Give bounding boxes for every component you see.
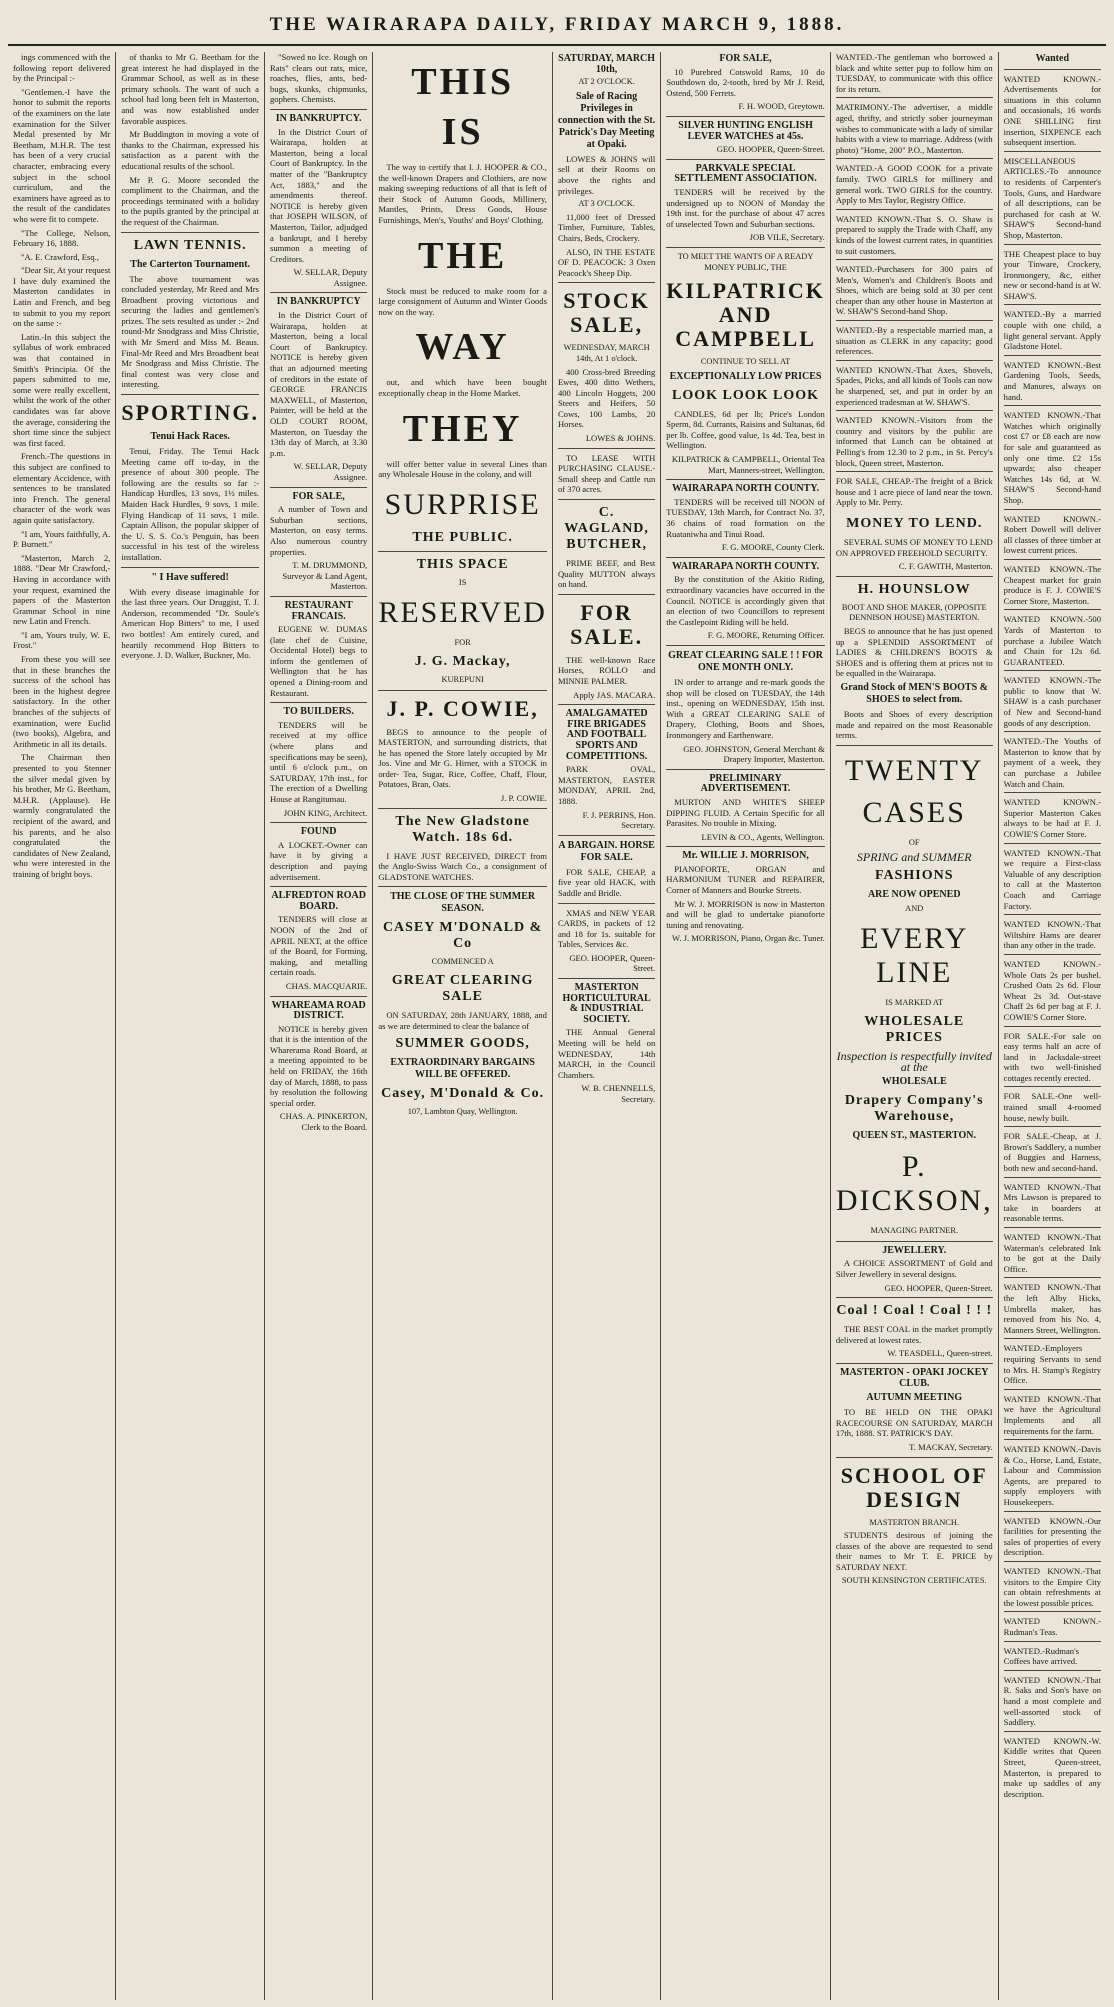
bankruptcy-heading: IN BANKRUPTCY	[276, 296, 361, 308]
parkvale-text: TENDERS will be received by the undersigned up to NOON of Monday the 19th inst. for the purchase of about 47 acres of unselected Town and Suburban sections.	[666, 186, 825, 229]
season-heading: THE CLOSE OF THE SUMMER SEASON.	[390, 891, 536, 915]
divider	[836, 745, 993, 746]
jewellery-signature: GEO. HOOPER, Queen-Street.	[884, 1282, 993, 1293]
divider	[558, 448, 655, 449]
divider	[666, 116, 825, 117]
design-school-heading: SCHOOL OF DESIGN	[840, 1462, 988, 1512]
classified-ad: WANTED.-Rudman's Coffees have arrived.	[1004, 1646, 1101, 1671]
divider	[836, 1297, 993, 1298]
article-paragraph: The Chairman then presented to you Stenner the silver medal given by his brother, Mr G. Beetham, M.H.R. (Applause). He warmly congratulated the recipient of the award, and his parents, and he also congratulated the candidates of New Zealand, who were interested in the training of bright boys.	[13, 752, 111, 879]
county-text: By the constitution of the Akitio Riding, extraordinary vacancies have occurred in the Council. NOTICE is accordingly given that an election of two Councillors to represent the Castlepoint Riding will be held.	[666, 574, 825, 627]
divider	[270, 702, 367, 703]
cowie-heading: J. P. COWIE,	[386, 695, 539, 721]
hounslow-heading: H. HOUNSLOW	[857, 581, 971, 597]
hounslow-text: Boots and Shoes of every description made and repaired on the most Reasonable terms.	[835, 708, 993, 741]
and-label: AND	[905, 903, 924, 913]
jewellery-heading: JEWELLERY.	[882, 1244, 947, 1256]
divider	[558, 499, 655, 500]
article-paragraph: French.-The questions in this subject are confined to elementary Accidence, with sentences to be translated into French. The general character of the work was again quite satisfactory.	[13, 451, 111, 525]
bargain-text: FOR SALE, CHEAP, a five year old HACK, with Saddle and Bridle.	[557, 866, 656, 898]
classified-ad: WANTED KNOWN.-That the left Alby Hicks, Umbrella maker, has removed from his No. 4, Manners Street, Wellington.	[1004, 1282, 1101, 1339]
divider	[558, 903, 655, 904]
classified-ad: WANTED KNOWN.-500 Yards of Masterton to purchase a Jubilee Watch and Chain for 12s 6d. GUARANTEED.	[1004, 614, 1101, 671]
for-sale-heading: FOR SALE.	[570, 599, 644, 649]
bankruptcy-text: In the District Court of Wairarapa, holden at Masterton, being a local Court of Bankruptcy. NOTICE is hereby given that an adjourned meeting of creditors in the estate of GEORGE FRANCIS MAXWELL, of Masterton, Painter, will be held at the OLD COURT ROOM, Masterton, on Tuesday the 13th day of March, at 3.30 p.m.	[269, 310, 368, 458]
racing-privileges-heading: Sale of Racing Privileges in connection with the St. Patrick's Day Meeting at Opaki.	[557, 90, 656, 150]
reserved-name: J. G. Mackay,	[414, 653, 511, 669]
inspection-label: Inspection is respectfully invited at the	[836, 1049, 992, 1074]
classified-ad: WANTED KNOWN.-That R. Saks and Son's have on hand a most complete and well-assorted stock of Saddlery.	[1004, 1675, 1101, 1732]
ad-headline-is: IS	[441, 111, 484, 153]
divider	[270, 596, 367, 597]
kilpatrick-text: CANDLES, 6d per lb; Price's London Sperm, 8d. Currants, Raisins and Sultanas, 6d per lb. Coffee, good value, 1s 4d. Tea, best in Wellington.	[666, 408, 825, 451]
summer-goods-heading: SUMMER GOODS,	[395, 1036, 530, 1052]
lowes-text: LOWES & JOHNS will sell at their Rooms on above the rights and privileges.	[557, 153, 656, 196]
horticultural-signature: W. B. CHENNELLS, Secretary.	[581, 1083, 656, 1104]
classified-ad: WANTED KNOWN.-That Axes, Shovels, Spades, Picks, and all kinds of Tools can now be sharpened, set, and put in order by an experienced tradesman at W. SHAW'S.	[836, 365, 993, 411]
article-paragraph: "Masterton, March 2, 1888. "Dear Mr Crawford,- Having in accordance with your request, examined the papers of the Masterton Grammar School in nine new Latin and French.	[13, 552, 111, 627]
divider	[666, 247, 825, 248]
column-6	[661, 52, 831, 2000]
preliminary-text: MURTON AND WHITE'S SHEEP DIPPING FLUID. A Certain Specific for all Parasites. No trouble in Mixing.	[666, 796, 825, 829]
divider	[666, 557, 825, 558]
divider	[121, 394, 259, 395]
divider	[121, 567, 259, 568]
classified-ad: WANTED KNOWN.-The Cheapest market for grain produce is F. J. COWIE'S Corner Store, Masterton.	[1004, 564, 1101, 610]
divider	[378, 886, 547, 887]
ad-headline-public: THE PUBLIC.	[412, 529, 513, 545]
sale-time: AT 2 O'CLOCK.	[578, 77, 635, 87]
divider	[378, 551, 547, 552]
classified-ad: WANTED KNOWN.-Robert Dowell will deliver all classes of three timber at lowest current prices.	[1004, 514, 1101, 560]
classified-ad: WANTED.-A GOOD COOK for a private family. TWO GIRLS for millinery and general work. TWO GIRLS for the country. Apply to Mrs Taylor, Registry Office.	[836, 163, 993, 209]
money-signature: C. F. GAWITH, Masterton.	[898, 561, 993, 572]
sale-date-heading: SATURDAY, MARCH 10th,	[558, 53, 656, 75]
design-school-text: STUDENTS desirous of joining the classes of the above are requested to send their names to Mr T. E. PRICE by SATURDAY NEXT.	[835, 1530, 993, 1572]
bankruptcy-signature: W. SELLAR, Deputy Assignee.	[293, 267, 368, 288]
builders-signature: JOHN KING, Architect.	[283, 807, 368, 818]
sports-text: PARK OVAL, MASTERTON, EASTER MONDAY, APRIL 2nd, 1888.	[557, 764, 656, 806]
classified-ad: WANTED KNOWN.-That we have the Agricultural Implements and all requirements for the farm.	[1004, 1394, 1101, 1440]
divider	[558, 704, 655, 705]
article-paragraph: ings commenced with the following report delivered by the Principal :-	[13, 52, 111, 84]
notice-text: "Sowed no Ice. Rough on Rats" clears out rats, mice, roaches, flies, ants, bed-bugs, skunks, chipmunks, gophers. Chemists.	[269, 52, 368, 105]
restaurant-heading: RESTAURANT FRANCAIS.	[284, 599, 353, 622]
divider	[378, 808, 547, 809]
bargains-heading: EXTRAORDINARY BARGAINS WILL BE OFFERED.	[390, 1057, 535, 1081]
column-7	[831, 52, 999, 2000]
classified-ad: WANTED.-The Youths of Masterton to know that by payment of a week, they can purchase a Jubilee Watch and Chain.	[1004, 736, 1101, 793]
divider	[270, 109, 367, 110]
every-line-heading: EVERY LINE	[860, 922, 969, 990]
money-text: SEVERAL SUMS OF MONEY TO LEND ON APPROVED FREEHOLD SECURITY.	[835, 536, 993, 558]
classified-ad: WANTED KNOWN.-W. Kiddle writes that Queen Street, Queen-street, Masterton, is prepared to make up saddles of any description.	[1003, 1735, 1102, 1799]
column-4	[373, 52, 553, 2000]
hounslow-sub: BOOT AND SHOE MAKER, (OPPOSITE DENNISON HOUSE) MASTERTON.	[841, 602, 987, 623]
divider	[558, 978, 655, 979]
ad-headline-this: THIS	[411, 61, 515, 103]
clearing-sale-heading: GREAT CLEARING SALE	[391, 973, 534, 1005]
road-district-text: NOTICE is hereby given that it is the intention of the Wharerama Road Board, at a meeting appointed to be held on FRIDAY, the 16th day of March, 1888, to pass by resolution the following special order.	[269, 1023, 368, 1108]
ad-text: will offer better value in several Lines than any Wholesale House in the colony, and will	[378, 458, 547, 480]
cowie-signature: J. P. COWIE.	[500, 793, 547, 804]
grand-stock-heading: Grand Stock of MEN'S BOOTS & SHOES to select from.	[840, 681, 988, 705]
classified-ad: WANTED.-The gentleman who borrowed a black and white setter pup to follow him on TUESDAY, to communicate with this office for its return.	[836, 52, 993, 98]
dickson-sub: MANAGING PARTNER.	[870, 1226, 959, 1236]
classified-ad: WANTED KNOWN.-Advertisements for situations in this column and occasionals, 16 words ONE SHILLING first insertion, SIXPENCE each subsequent insertion.	[1004, 74, 1101, 152]
kilpatrick-signature: KILPATRICK & CAMPBELL, Oriental Tea Mart, Manners-street, Wellington.	[671, 454, 825, 475]
of-label: OF	[908, 837, 920, 847]
reserved-place: KUREPUNI	[441, 674, 484, 684]
road-board-heading: ALFREDTON ROAD BOARD.	[271, 890, 366, 912]
classified-ad: WANTED KNOWN.-That Wiltshire Hams are dearer than any other in the trade.	[1004, 919, 1101, 955]
road-board-signature: CHAS. MACQUARIE.	[285, 980, 368, 991]
now-opened-heading: ARE NOW OPENED	[867, 888, 961, 900]
bankruptcy-text: In the District Court of Wairarapa, holden at Masterton, being a local Court of Bankruptcy. In the matter of the "Bankruptcy Act, 1883," and the amendments thereof. NOTICE is hereby given that JOSEPH WILSON, of Masterton, Tailor, adjudged a bankrupt, and I hereby summon a meeting of Creditors.	[269, 126, 368, 264]
remedy-text: With every disease imaginable for the last three years. Our Druggist, T. J. Anderson, recommended "Dr. Soule's American Hop Bitters" to me, I used two bottles! Am entirely cured, and heartily recommend Hop Bitters to everyone. J. D. Walker, Buckner, Mo.	[121, 586, 259, 661]
classified-ad: WANTED KNOWN.-Our facilities for presenting the sales of properties of every description.	[1004, 1516, 1101, 1562]
column-8	[999, 52, 1106, 2000]
reserved-for: FOR	[454, 638, 471, 648]
divider	[836, 576, 993, 577]
kilpatrick-intro: TO MEET THE WANTS OF A READY MONEY PUBLIC, THE	[677, 251, 814, 272]
article-paragraph: "The College, Nelson, February 16, 1888.	[13, 227, 111, 249]
classified-ad: WANTED KNOWN.-That Watches which originally cost £7 or £8 each are now for sale and guaranteed as only one time. £2 15s upwards; also cheaper Watches 14s 6d, at W. SHAW'S Second-hand Shop.	[1004, 410, 1101, 509]
county-text: TENDERS will be received till NOON of TUESDAY, 13th March, for Contract No. 37, 36 chains of road formation on the Ruataniwha and Tinui Road.	[666, 496, 825, 539]
twenty-heading: TWENTY	[844, 753, 984, 787]
preliminary-heading: PRELIMINARY ADVERTISEMENT.	[700, 772, 791, 795]
lawn-tennis-text: The above tournament was concluded yesterday, Mr Reed and Mrs Broadbent proving victorious and securing the ladies and gentlemen's prizes. The sets resulted as under :- 2nd round-Mr Snodgrass and Miss Christie, with Mr Smerd and Miss M. Beaus. Final-Mr Reed and Mrs Broadbent beat Mr Snodgrass and Miss Christie. The final contest was very close and interesting.	[121, 273, 259, 390]
road-district-heading: WHAREAMA ROAD DISTRICT.	[271, 999, 366, 1022]
cowie-text: BEGS to announce to the people of MASTERTON, and surrounding districts, that he has opened the Store lately occupied by Mr Jos. Vine and Mr G. Hirner, with a STOCK in order- Tea, Sugar, Rice, Coffee, Chaff, Flour, Potatoes, Bran, Oats.	[378, 726, 547, 790]
classified-ad: WANTED KNOWN.-Visitors from the country and visitors by the public are informed that Lunch can be obtained at Pelling's from 12.30 to 2 p.m., in St. Percy's block, Queen street, Masterton.	[836, 415, 993, 472]
jockey-club-text: TO BE HELD ON THE OPAKI RACECOURSE ON SATURDAY, MARCH 17th, 1888. ST. PATRICK'S DAY.	[835, 1407, 993, 1439]
butcher-text: PRIME BEEF, and Best Quality MUTTON always on hand.	[557, 558, 656, 590]
for-sale-signature: Apply JAS. MACARA.	[573, 689, 656, 700]
classified-ad: WANTED.-By a married couple with one child, a light general servant. Apply Gladstone Hotel.	[1004, 309, 1101, 355]
classified-ad: WANTED KNOWN.-Best Gardening Tools, Seeds, and Manures, always on hand.	[1004, 360, 1101, 406]
divider	[558, 282, 655, 283]
low-prices-heading: EXCEPTIONALLY LOW PRICES	[669, 370, 822, 382]
jewellery-text: A CHOICE ASSORTMENT of Gold and Silver Jewellery in several designs.	[835, 1258, 993, 1280]
divider	[270, 886, 367, 887]
ad-text: The way to certify that I. J. HOOPER & CO., the well-known Drapers and Clothiers, are now making sweeping reductions of all that is left of their Stock of Autumn Goods, Millinery, Mantles, Prints, Dress Goods, House Furnishings, Men's, Youths' and Boys' Clothing.	[378, 162, 547, 225]
county-heading: WAIRARAPA NORTH COUNTY.	[671, 483, 820, 495]
article-paragraph: "I am, Yours truly, W. E. Frost."	[13, 629, 111, 651]
stock-sale-signature: LOWES & JOHNS.	[585, 433, 656, 444]
classified-ad: FOR SALE.-One well-trained small 4-roomed house, newly built.	[1004, 1091, 1101, 1127]
divider	[666, 479, 825, 480]
restaurant-text: EUGENE W. DUMAS (late chef de Cuisine, Occidental Hotel) begs to inform the gentlemen of Wellington that he has opened a Dining-room and Restaurant.	[269, 624, 368, 698]
watches-signature: GEO. HOOPER, Queen-Street.	[716, 144, 825, 155]
article-paragraph: "Gentlemen.-I have the honor to submit the reports of the examiners on the late examination for the Silver Medal presented by Mr Beetham, M.H.R. The test has been of a very crucial character, embracing every subject in the school curriculum, and the examiners have agreed as to the result of the candidates who were fit to compete.	[13, 86, 111, 224]
found-heading: FOUND	[300, 826, 337, 838]
for-sale-heading: FOR SALE,	[719, 53, 772, 64]
divider	[666, 846, 825, 847]
jockey-club-heading: MASTERTON - OPAKI JOCKEY CLUB.	[840, 1367, 989, 1389]
classified-ad: WANTED.-By a respectable married man, a situation as CLERK in any capacity; good references.	[836, 325, 993, 361]
fashions-heading: FASHIONS	[874, 867, 954, 883]
column-1	[8, 52, 116, 2000]
casey-address: 107, Lambton Quay, Wellington.	[407, 1107, 518, 1117]
classified-ad: MATRIMONY.-The advertiser, a middle aged, thrifty, and strictly sober journeyman wishes to communicate with a lady of similar habits with a view to marriage. Address (with photo) "Home, 200" P.O., Masterton.	[836, 102, 993, 159]
drapery-heading: Drapery Company's Warehouse,	[844, 1093, 984, 1125]
masthead: THE WAIRARAPA DAILY, FRIDAY MARCH 9, 1888.	[269, 14, 845, 35]
article-paragraph: Latin.-In this subject the syllabus of work embraced was that contained in Smith's Principia. Of the papers submitted to me, some were really excellent, whilst the work of the other candidates was far above the average, considering the short time since the subject was first faced.	[13, 331, 111, 448]
watch-text: I HAVE JUST RECEIVED, DIRECT from the Anglo-Swiss Watch Co., a consignment of GLADSTONE WATCHES.	[378, 850, 547, 882]
casey-heading: CASEY M'DONALD & Co	[382, 920, 543, 952]
divider	[666, 769, 825, 770]
classified-ad: MISCELLANEOUS ARTICLES.-To announce to residents of Carpenter's Tools, Guns, and Hardware of all descriptions, can be purchased for cash at W. SHAW'S Second-hand Shop, Masterton.	[1004, 156, 1101, 245]
classified-ad: WANTED KNOWN.-Whole Oats 2s per bushel. Crushed Oats 2s 6d. Flour Wheat 2s 3d. Out-stave Chaff 2s 6d per bag at F. J. COWIE'S Corner Store.	[1004, 959, 1101, 1027]
tuner-text: Mr W. J. MORRISON is now in Masterton and will be glad to undertake pianoforte tuning and renovating.	[666, 898, 825, 930]
found-text: A LOCKET.-Owner can have it by giving a description and paying advertisement.	[269, 839, 368, 882]
road-district-signature: CHAS. A. PINKERTON, Clerk to the Board.	[279, 1111, 368, 1133]
classified-ad: WANTED KNOWN.-Superior Masterton Cakes always to be had at F. J. COWIE'S Corner Store.	[1004, 797, 1101, 843]
ad-text: out, and which have been bought exceptionally cheap in the Home Market.	[378, 377, 547, 398]
for-sale-signature: T. M. DRUMMOND, Surveyor & Land Agent, Masterton.	[282, 560, 368, 592]
lawn-tennis-heading: LAWN TENNIS.	[133, 237, 247, 253]
county-heading: WAIRARAPA NORTH COUNTY.	[671, 560, 820, 572]
classified-ad: WANTED.-Employers requiring Servants to send to Mrs. H. Stamp's Registry Office.	[1004, 1343, 1101, 1389]
for-sale-text: 10 Purebred Cotswold Rams, 10 do Southdown do, 2-tooth, bred by Mr J. Reid, Ostend, 500 Ferrets.	[666, 66, 825, 98]
article-paragraph: Mr Buddington in moving a vote of thanks to the Chairman, expressed his satisfaction as a parent with the educational results of the school.	[121, 129, 259, 171]
sporting-text: Tenui, Friday. The Tenui Hack Meeting came off to-day, in the presence of about 300 people. The following are the results so far :- Handicap Hurdles, 13 sovs, 1½ miles. Maiden Hack Hurdles, 9 sovs, 1 mile. Flying Handicap of 11 sovs, 1 mile. Captain Allison, the popular skipper of the U. S. S. Co.'s Penguin, has been successful in his test of the wireless installation.	[121, 446, 259, 562]
cases-heading: CASES	[862, 795, 966, 829]
bankruptcy-signature: W. SELLAR, Deputy Assignee.	[293, 461, 368, 482]
marked-label: IS MARKED AT	[885, 998, 944, 1008]
wholesale-prices-heading: WHOLESALE PRICES	[864, 1014, 965, 1046]
ad-headline-they: THEY	[402, 407, 523, 450]
column-3	[265, 52, 373, 2000]
for-sale-signature: F. H. WOOD, Greytown.	[738, 101, 825, 112]
stock-sale-heading: STOCK SALE,	[563, 288, 650, 338]
divider	[378, 690, 547, 691]
parkvale-signature: JOB VILE, Secretary.	[749, 232, 825, 243]
divider	[558, 835, 655, 836]
divider	[558, 594, 655, 595]
for-sale-text: THE well-known Race Horses, ROLLO and MINNIE PALMER.	[557, 654, 656, 686]
kilpatrick-heading: KILPATRICK AND CAMPBELL	[666, 278, 825, 352]
stock-sale-date: WEDNESDAY, MARCH 14th, At 1 o'clock.	[563, 343, 650, 363]
classified-ad: WANTED KNOWN.-That S. O. Shaw is prepared to supply the Trade with Chaff, any kinds of the lowest current rates, in quantities to suit customers.	[836, 214, 993, 260]
lowes-sub: AT 3 O'CLOCK.	[578, 199, 635, 209]
divider	[666, 645, 825, 646]
spring-summer-label: SPRING and SUMMER	[856, 850, 972, 865]
classified-ad: FOR SALE.-Cheap, at J. Brown's Saddlery, a number of Buggies and Harness, both new and second-hand.	[1004, 1131, 1101, 1177]
article-paragraph: "I am, Yours faithfully, A. P. Burnett."	[13, 528, 111, 550]
divider	[836, 1241, 993, 1242]
look-heading: LOOK LOOK LOOK	[672, 387, 820, 403]
wholesale-label: WHOLESALE	[881, 1076, 947, 1088]
masthead-rule	[8, 44, 1106, 46]
article-paragraph: Mr P. G. Moore seconded the compliment to the Chairman, and the proceedings terminated with a holiday to the pupils granted by the principal at the request of the Chairman.	[121, 174, 259, 227]
divider	[666, 159, 825, 160]
butcher-heading: C. WAGLAND, BUTCHER,	[564, 505, 649, 553]
divider	[1004, 69, 1101, 70]
casey-sub: COMMENCED A	[431, 957, 494, 967]
classified-ad: WANTED KNOWN.-That Waterman's celebrated Ink to be got at the Daily Office.	[1004, 1232, 1101, 1278]
builders-text: TENDERS will be received at my office (where plans and specifications may be seen), until 6 o'clock p.m., on SATURDAY, 17th inst., for The erection of a Dwelling House at Rangitumau.	[269, 719, 368, 804]
hounslow-text: BEGS to announce that he has just opened up a SPLENDID ASSORTMENT of LADIES & CHILDREN'S BOOTS & SHOES and is offering them at prices not to be equalled in the Wairarapa.	[835, 625, 993, 679]
classified-ad: WANTED KNOWN.-That Mrs Lawson is prepared to take in boarders at reasonable terms.	[1004, 1182, 1101, 1228]
sporting-heading: SPORTING.	[121, 400, 259, 426]
tuner-text: PIANOFORTE, ORGAN and HARMONIUM TUNER and REPAIRER, Corner of Manners and Bourke Streets.	[666, 863, 825, 896]
county-signature: F. G. MOORE, County Clerk.	[721, 542, 825, 553]
coal-signature: W. TEASDELL, Queen-street.	[887, 1348, 993, 1359]
classified-ad: WANTED.-Purchasers for 300 pairs of Men's, Women's and Children's Boots and Shoes, which are being sold at 30 per cent cheaper than any other house in Masterton at W. SHAW'S Second-hand Shop.	[836, 264, 993, 321]
lease-text: TO LEASE WITH PURCHASING CLAUSE.-Small sheep and Cattle run of 370 acres.	[557, 452, 656, 495]
casey-signature: Casey, M'Donald & Co.	[381, 1086, 545, 1102]
design-school-signature: SOUTH KENSINGTON CERTIFICATES.	[841, 1575, 987, 1585]
reserved-is: IS	[458, 577, 467, 587]
for-sale-text: A number of Town and Suburban sections, Masterton, on easy terms. Also numerous country properties.	[269, 504, 368, 557]
article-paragraph: "A. E. Crawford, Esq.,	[21, 251, 99, 262]
estate-text: ALSO, IN THE ESTATE OF D. PEACOCK: 3 Oxen Peacock's Sheep Dip.	[557, 246, 656, 278]
classified-ad: WANTED KNOWN.-That visitors to the Empire City can obtain refreshments at the lowest possible prices.	[1004, 1566, 1101, 1612]
article-paragraph: From these you will see that in these branches the success of the school has been in the highest degree satisfactory. In the other branches of the subjects of examination, were Euclid (two books), Algebra, and Arithmetic in all its details.	[13, 654, 111, 749]
preliminary-signature: LEVIN & CO., Agents, Wellington.	[701, 831, 825, 842]
divider	[836, 1457, 993, 1458]
reserved-label: RESERVED	[378, 596, 547, 630]
classified-ad: WANTED KNOWN.-The public to know that W. SHAW is a cash purchaser of New and Second-hand goods of any description.	[1004, 675, 1101, 732]
lawn-tennis-subheading: The Carterton Tournament.	[130, 258, 251, 270]
ad-headline-the: THE	[418, 234, 508, 277]
columns	[8, 52, 1106, 2000]
for-sale-heading: FOR SALE,	[292, 490, 345, 502]
watch-heading: The New Gladstone Watch. 18s 6d.	[395, 813, 530, 845]
classified-ad: FOR SALE, CHEAP.-The freight of a Brick house and 1 acre piece of land near the town. Apply to Mr. Perry.	[835, 476, 993, 508]
builders-heading: TO BUILDERS.	[283, 706, 354, 718]
queen-street-label: QUEEN ST., MASTERTON.	[852, 1130, 976, 1142]
remedy-heading: " I Have suffered!	[151, 571, 229, 583]
column-5	[553, 52, 661, 2000]
lowes-items: 11,000 feet of Dressed Timber, Furniture, Tables, Chairs, Beds, Crockery.	[557, 211, 656, 243]
divider	[270, 996, 367, 997]
parkvale-heading: PARKVALE SPECIAL SETTLEMENT ASSOCIATION.	[674, 162, 817, 185]
jockey-club-signature: T. MACKAY, Secretary.	[909, 1441, 993, 1452]
classified-ad: WANTED KNOWN.-That we require a First-class Valuable of any description to call at the Masterton Coach and Carriage Factory.	[1004, 848, 1101, 916]
classified-ad: THE Cheapest place to buy your Tinware, Crockery, Ironmongery, &c, either new or second-hand is at W. SHAW'S.	[1004, 249, 1101, 306]
county-signature: F. G. MOORE, Returning Officer.	[707, 630, 825, 641]
road-board-text: TENDERS will close at NOON of the 2nd of APRIL NEXT, at the office of the Board, for Forming, making, and metalling certain roads.	[269, 914, 368, 978]
divider	[836, 1363, 993, 1364]
article-paragraph: "Dear Sir, At your request I have duly examined the Masterton candidates in Latin and French, and beg to submit to you my report on the same :-	[13, 265, 111, 329]
clearing-sale-text: IN order to arrange and re-mark goods the shop will be closed on TUESDAY, the 14th inst., opening on WEDNESDAY, 15th inst. With a GREAT CLEARING SALE of Drapery, Clothing, Boots and Shoes, Ironmongery and Earthenware.	[666, 676, 825, 740]
clearing-sale-signature: GEO. JOHNSTON, General Merchant & Drapery Importer, Masterton.	[683, 743, 825, 765]
ad-headline-surprise: SURPRISE	[384, 487, 541, 521]
wanted-heading: Wanted	[1035, 53, 1070, 64]
classified-ad: FOR SALE.-For sale on easy terms half an acre of land in Jacksdale-street with two well-finished cottages recently erected.	[1004, 1031, 1101, 1088]
coal-heading: Coal ! Coal ! Coal ! ! !	[836, 1303, 993, 1319]
classified-ad: WANTED KNOWN.-Davis & Co., Horse, Land, Estate, Labour and Commission Agents, are prepared to supply employers with Housekeepers.	[1004, 1444, 1101, 1512]
dickson-heading: P. DICKSON,	[835, 1150, 993, 1218]
sporting-subheading: Tenui Hack Races.	[150, 431, 230, 443]
ad-text: Stock must be reduced to make room for a large consignment of Autumn and Winter Goods now on the way.	[378, 285, 547, 317]
sports-heading: AMALGAMATED FIRE BRIGADES AND FOOTBALL SPORTS AND COMPETITIONS.	[565, 708, 648, 762]
bargain-heading: A BARGAIN. HORSE FOR SALE.	[558, 839, 655, 863]
design-school-sub: MASTERTON BRANCH.	[869, 1517, 960, 1527]
cards-text: XMAS and NEW YEAR CARDS, in packets of 12 and 18 for 1s. suitable for Tables, Services &c.	[557, 907, 656, 950]
horticultural-text: THE Annual General Meeting will be held on WEDNESDAY, 14th MARCH, in the Council Chambers.	[557, 1027, 656, 1080]
stock-sale-items: 400 Cross-bred Breeding Ewes, 400 ditto Wethers, 400 Lincoln Hoggets, 200 Steers and Heifers, 50 Cows, 100 Lambs, 20 Horses.	[557, 366, 656, 430]
column-2	[116, 52, 265, 2000]
article-paragraph: of thanks to Mr G. Beetham for the great interest he had displayed in the Grammar School, as well as in these primary schools. The want of such a school had long been felt in Masterton, and was now established under favorable auspices.	[121, 52, 259, 126]
horticultural-heading: MASTERTON HORTICULTURAL & INDUSTRIAL SOCIETY.	[562, 982, 651, 1025]
watches-heading: SILVER HUNTING ENGLISH LEVER WATCHES at 45s.	[678, 119, 813, 142]
kilpatrick-sub: CONTINUE TO SELL AT	[700, 357, 791, 367]
tuner-signature: W. J. MORRISON, Piano, Organ &c. Tuner.	[672, 933, 825, 944]
clearing-sale-heading: GREAT CLEARING SALE ! ! FOR ONE MONTH ONLY.	[668, 649, 824, 673]
classified-ad: WANTED KNOWN.-Rudman's Teas.	[1004, 1616, 1101, 1641]
money-heading: MONEY TO LEND.	[846, 515, 983, 531]
casey-text: ON SATURDAY, 28th JANUARY, 1888, and as we are determined to clear the balance of	[378, 1010, 547, 1031]
coal-text: THE BEST COAL in the market promptly delivered at lowest rates.	[835, 1324, 993, 1345]
sports-signature: F. J. PERRINS, Hon. Secretary.	[582, 809, 656, 831]
tuner-heading: Mr. WILLIE J. MORRISON,	[682, 850, 809, 862]
divider	[270, 487, 367, 488]
divider	[270, 822, 367, 823]
divider	[121, 232, 259, 233]
cards-signature: GEO. HOOPER, Queen-Street.	[569, 952, 656, 974]
bankruptcy-heading: IN BANKRUPTCY.	[275, 112, 362, 124]
divider	[270, 292, 367, 293]
autumn-meeting-heading: AUTUMN MEETING	[866, 1392, 963, 1404]
reserved-space-heading: THIS SPACE	[416, 556, 509, 572]
ad-headline-way: WAY	[415, 326, 510, 369]
